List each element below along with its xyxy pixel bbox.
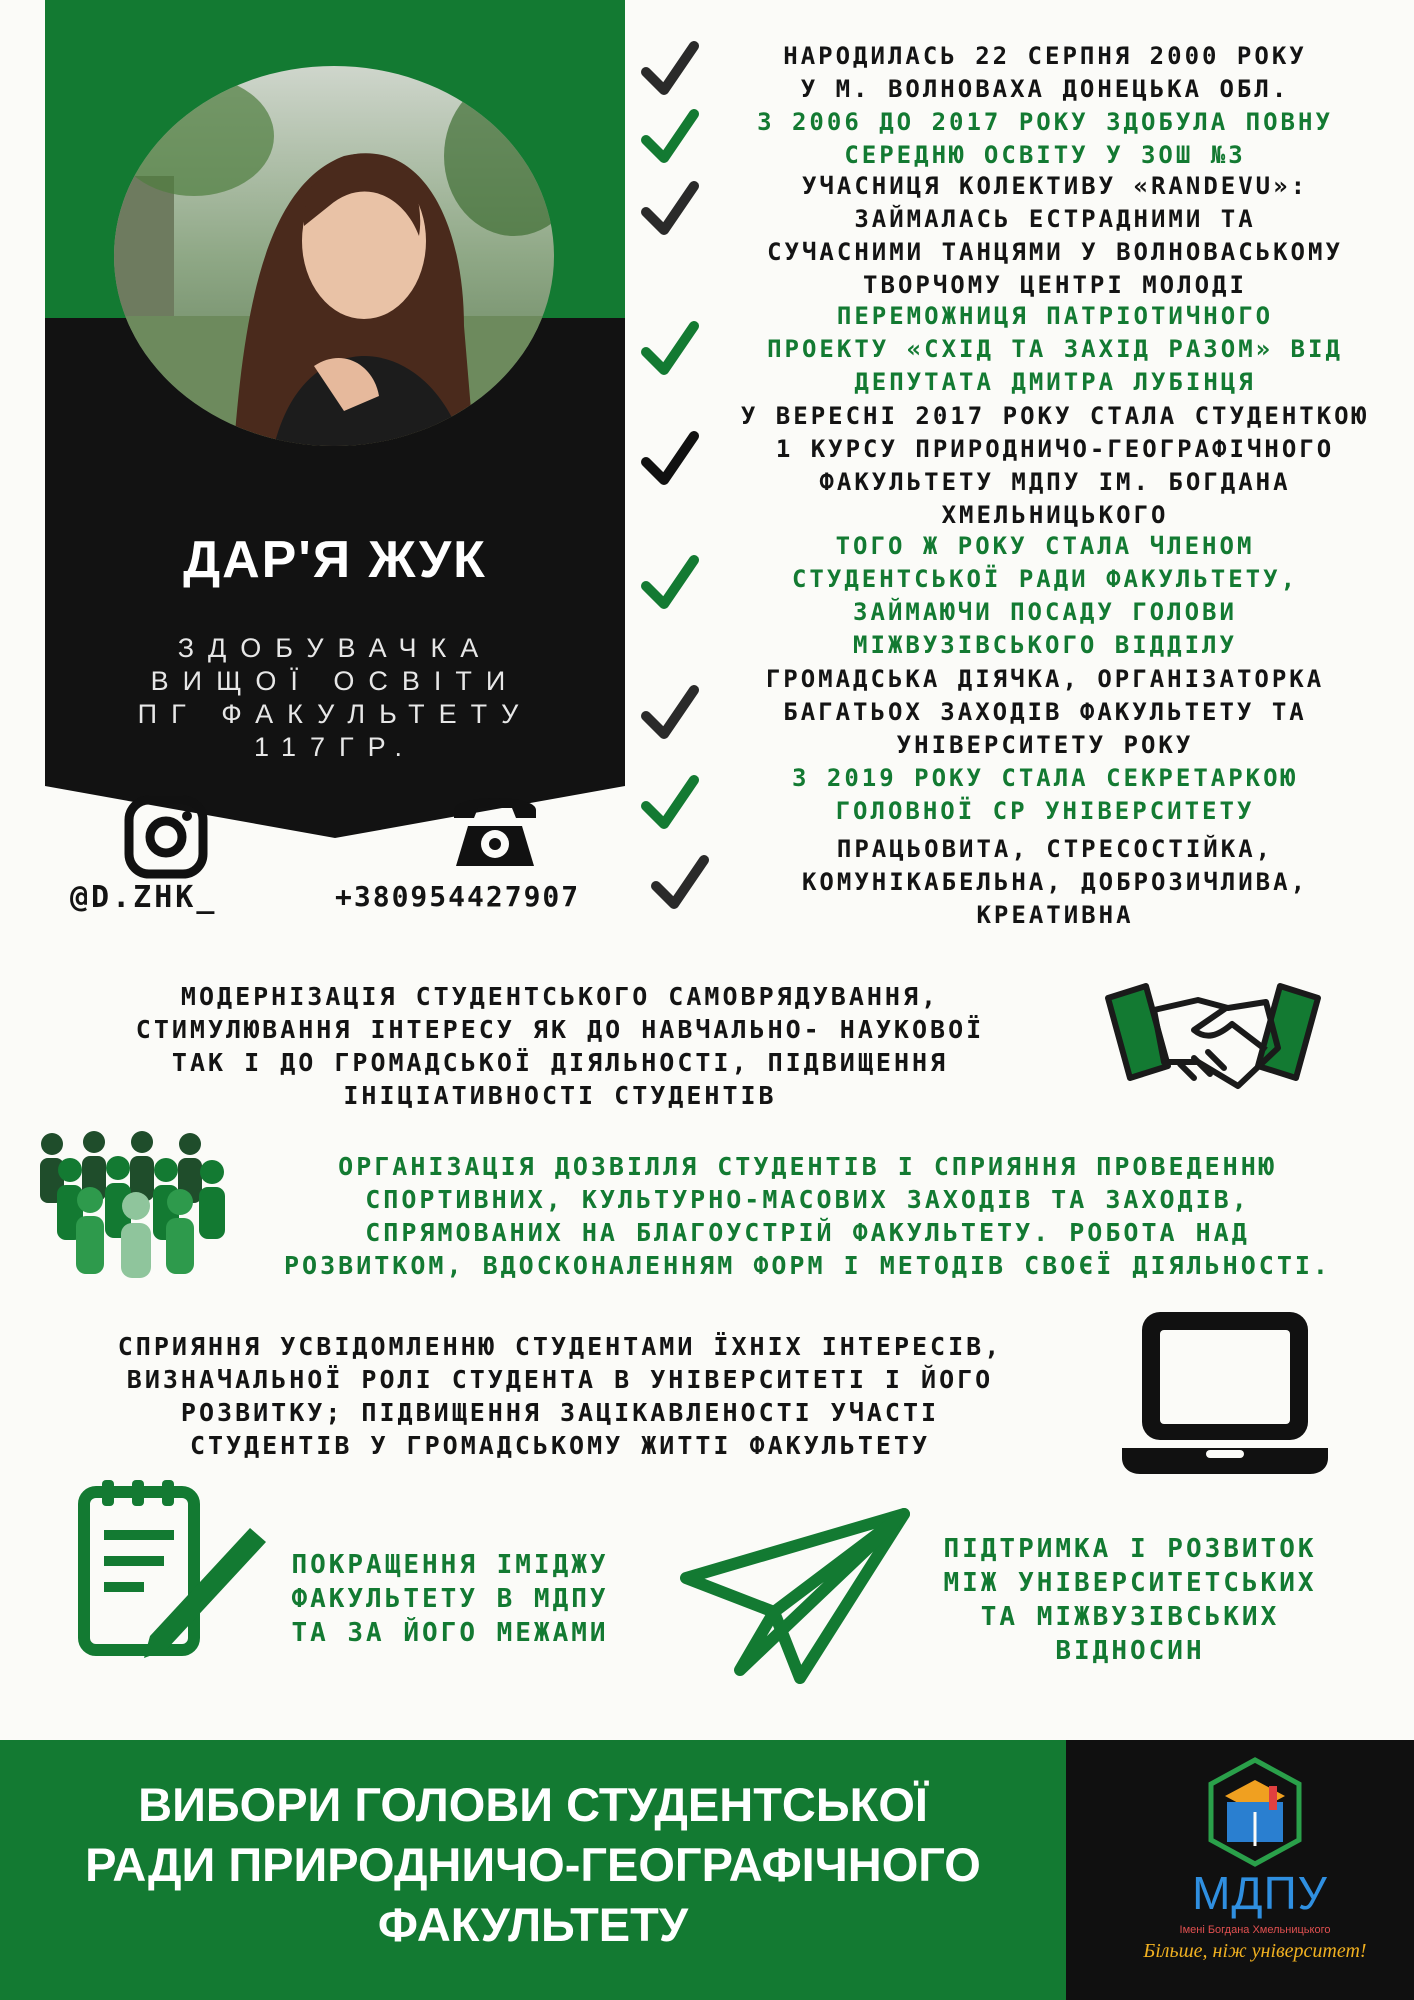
bio-line: ЗАЙМАЮЧИ ПОСАДУ ГОЛОВИ bbox=[853, 598, 1237, 626]
bio-line: З 2019 РОКУ СТАЛА СЕКРЕТАРКОЮ bbox=[791, 764, 1299, 792]
election-title bbox=[0, 1775, 1066, 1955]
bio-line: ПРОЕКТУ «СХІД ТА ЗАХІД РАЗОМ» ВІД bbox=[767, 335, 1343, 363]
bio-item bbox=[700, 170, 1410, 302]
logo-slogan: Більше, ніж університет! bbox=[1143, 1940, 1367, 1962]
logo-subtitle: Імені Богдана Хмельницького bbox=[1179, 1924, 1331, 1936]
program-line: СПРЯМОВАНИХ НА БЛАГОУСТРІЙ ФАКУЛЬТЕТУ. РОБОТА НАД bbox=[365, 1218, 1250, 1247]
bio-item bbox=[700, 663, 1390, 762]
election-title-line: ФАКУЛЬТЕТУ bbox=[377, 1898, 689, 1951]
bio-item bbox=[700, 762, 1390, 828]
mdpu-logo bbox=[1205, 1756, 1305, 1868]
candidate-name: ДАР'Я ЖУК bbox=[183, 531, 487, 589]
bio-line: ХМЕЛЬНИЦЬКОГО bbox=[941, 501, 1169, 529]
bio-line: УНІВЕРСИТЕТУ РОКУ bbox=[896, 731, 1194, 759]
bio-line: З 2006 ДО 2017 РОКУ ЗДОБУЛА ПОВНУ bbox=[757, 108, 1333, 136]
bio-item bbox=[700, 106, 1390, 172]
bio-line: ТВОРЧОМУ ЦЕНТРІ МОЛОДІ bbox=[863, 271, 1247, 299]
checkmark-icon bbox=[640, 106, 700, 168]
checkmark-icon bbox=[640, 178, 700, 240]
program-item-awareness bbox=[40, 1330, 1080, 1462]
bio-line: ПРАЦЬОВИТА, СТРЕСОСТІЙКА, bbox=[836, 835, 1274, 863]
program-line: ПІДТРИМКА І РОЗВИТОК bbox=[943, 1534, 1317, 1564]
program-line: ІНІЦІАТИВНОСТІ СТУДЕНТІВ bbox=[343, 1081, 777, 1110]
bio-item bbox=[700, 40, 1390, 106]
program-line: ПОКРАЩЕННЯ ІМІДЖУ bbox=[291, 1550, 609, 1580]
checkmark-icon bbox=[640, 318, 700, 380]
bio-line: МІЖВУЗІВСЬКОГО ВІДДІЛУ bbox=[853, 631, 1237, 659]
bio-line: СТУДЕНТСЬКОЇ РАДИ ФАКУЛЬТЕТУ, bbox=[791, 565, 1299, 593]
checkmark-icon bbox=[640, 38, 700, 100]
bio-line: ГРОМАДСЬКА ДІЯЧКА, ОРГАНІЗАТОРКА bbox=[765, 665, 1325, 693]
program-line: СПОРТИВНИХ, КУЛЬТУРНО-МАСОВИХ ЗАХОДІВ ТА ЗАХОДІВ, bbox=[365, 1185, 1250, 1214]
program-line: РОЗВИТКУ; ПІДВИЩЕННЯ ЗАЦІКАВЛЕНОСТІ УЧАСТІ bbox=[180, 1398, 940, 1427]
checkmark-icon bbox=[640, 428, 700, 490]
logo-name: МДПУ bbox=[1192, 1867, 1328, 1919]
bio-line: СЕРЕДНЮ ОСВІТУ У ЗОШ №3 bbox=[844, 141, 1246, 169]
subtitle-line: 117ГР. bbox=[253, 732, 417, 762]
paper-plane-icon bbox=[680, 1508, 910, 1688]
telephone-icon[interactable] bbox=[450, 788, 540, 870]
program-line: СТИМУЛЮВАННЯ ІНТЕРЕСУ ЯК ДО НАВЧАЛЬНО- НАУКОВОЇ bbox=[135, 1015, 985, 1044]
checkmark-icon bbox=[650, 852, 710, 914]
program-line: РОЗВИТКОМ, ВДОСКОНАЛЕННЯМ ФОРМ І МЕТОДІВ СВОЄЇ ДІЯЛЬНОСТІ. bbox=[284, 1251, 1331, 1280]
bio-line: УЧАСНИЦЯ КОЛЕКТИВУ «RANDEVU»: bbox=[801, 172, 1309, 200]
subtitle-line: ВИЩОЇ ОСВІТИ bbox=[150, 666, 520, 696]
program-line: СПРИЯННЯ УСВІДОМЛЕННЮ СТУДЕНТАМИ ЇХНІХ ІНТЕРЕСІВ, bbox=[117, 1332, 1003, 1361]
people-group-icon bbox=[30, 1130, 230, 1278]
bio-line: ФАКУЛЬТЕТУ МДПУ ІМ. БОГДАНА bbox=[819, 468, 1291, 496]
bio-line: БАГАТЬОХ ЗАХОДІВ ФАКУЛЬТЕТУ ТА bbox=[783, 698, 1307, 726]
notepad-pencil-icon bbox=[70, 1480, 270, 1660]
program-item-image bbox=[250, 1548, 650, 1650]
handshake-icon bbox=[1098, 978, 1328, 1098]
program-line: ВІДНОСИН bbox=[1055, 1636, 1205, 1666]
bio-line: НАРОДИЛАСЬ 22 СЕРПНЯ 2000 РОКУ bbox=[783, 42, 1307, 70]
phone-number[interactable]: +380954427907 bbox=[335, 880, 581, 913]
profile-photo bbox=[114, 66, 554, 446]
bio-line: КРЕАТИВНА bbox=[976, 901, 1134, 929]
bio-line: 1 КУРСУ ПРИРОДНИЧО-ГЕОГРАФІЧНОГО bbox=[775, 435, 1335, 463]
laptop-icon bbox=[1120, 1308, 1330, 1478]
program-line: ТА ЗА ЙОГО МЕЖАМИ bbox=[291, 1618, 609, 1648]
program-line: СТУДЕНТІВ У ГРОМАДСЬКОМУ ЖИТТІ ФАКУЛЬТЕТУ bbox=[189, 1431, 931, 1460]
subtitle-line: ПГ ФАКУЛЬТЕТУ bbox=[137, 699, 533, 729]
program-line: ВИЗНАЧАЛЬНОЇ РОЛІ СТУДЕНТА В УНІВЕРСИТЕТІ І ЙОГО bbox=[126, 1365, 994, 1394]
election-title-line: ВИБОРИ ГОЛОВИ СТУДЕНТСЬКОЇ bbox=[138, 1778, 928, 1831]
bio-line: У ВЕРЕСНІ 2017 РОКУ СТАЛА СТУДЕНТКОЮ bbox=[740, 402, 1370, 430]
bio-line: ДЕПУТАТА ДМИТРА ЛУБІНЦЯ bbox=[854, 368, 1256, 396]
bio-line: СУЧАСНИМИ ТАНЦЯМИ У ВОЛНОВАСЬКОМУ bbox=[767, 238, 1343, 266]
bio-item bbox=[710, 833, 1400, 932]
program-item-leisure bbox=[215, 1150, 1400, 1282]
bio-line: ТОГО Ж РОКУ СТАЛА ЧЛЕНОМ bbox=[835, 532, 1255, 560]
bio-line: ЗАЙМАЛАСЬ ЕСТРАДНИМИ ТА bbox=[854, 205, 1256, 233]
instagram-handle[interactable]: @D.ZHK_ bbox=[70, 880, 218, 915]
bio-line: ПЕРЕМОЖНИЦЯ ПАТРІОТИЧНОГО bbox=[836, 302, 1274, 330]
bio-item bbox=[700, 530, 1390, 662]
program-line: МІЖ УНІВЕРСИТЕТСЬКИХ bbox=[943, 1568, 1317, 1598]
program-item-self-government bbox=[40, 980, 1080, 1112]
program-line: ФАКУЛЬТЕТУ В МДПУ bbox=[291, 1584, 609, 1614]
program-line: ТАК І ДО ГРОМАДСЬКОЇ ДІЯЛЬНОСТІ, ПІДВИЩЕННЯ bbox=[171, 1048, 949, 1077]
program-item-relations bbox=[905, 1532, 1355, 1668]
candidate-subtitle bbox=[75, 632, 595, 764]
subtitle-line: ЗДОБУВАЧКА bbox=[177, 633, 493, 663]
checkmark-icon bbox=[640, 772, 700, 834]
program-line: МОДЕРНІЗАЦІЯ СТУДЕНТСЬКОГО САМОВРЯДУВАННЯ, bbox=[180, 982, 940, 1011]
bio-item bbox=[700, 300, 1410, 399]
program-line: ТА МІЖВУЗІВСЬКИХ bbox=[980, 1602, 1280, 1632]
checkmark-icon bbox=[640, 552, 700, 614]
bio-line: ГОЛОВНОЇ СР УНІВЕРСИТЕТУ bbox=[835, 797, 1255, 825]
bio-line: У М. ВОЛНОВАХА ДОНЕЦЬКА ОБЛ. bbox=[800, 75, 1290, 103]
instagram-icon[interactable] bbox=[124, 795, 208, 879]
bio-item bbox=[700, 400, 1410, 532]
checkmark-icon bbox=[640, 682, 700, 744]
program-line: ОРГАНІЗАЦІЯ ДОЗВІЛЛЯ СТУДЕНТІВ І СПРИЯННЯ ПРОВЕДЕННЮ bbox=[338, 1152, 1277, 1181]
election-title-line: РАДИ ПРИРОДНИЧО-ГЕОГРАФІЧНОГО bbox=[85, 1838, 981, 1891]
bio-line: КОМУНІКАБЕЛЬНА, ДОБРОЗИЧЛИВА, bbox=[801, 868, 1309, 896]
